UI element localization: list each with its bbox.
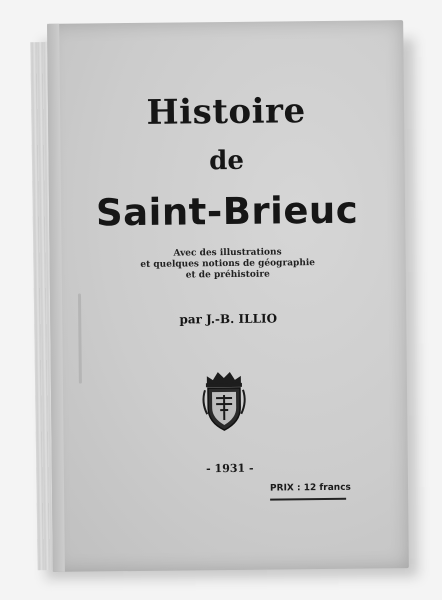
title-de: de (209, 145, 245, 177)
subtitle-line-1: Avec des illustrations (173, 247, 282, 259)
subtitle-line-2: et quelques notions de géographie (140, 258, 316, 270)
subtitle-line-3: et de préhistoire (185, 269, 270, 281)
title-histoire: Histoire (146, 91, 306, 133)
author: par J.-B. ILLIO (179, 311, 278, 327)
book-cover (47, 20, 409, 572)
title-saint-brieuc: Saint-Brieuc (95, 188, 359, 235)
subtitle (50, 246, 406, 283)
publication-year: - 1931 - (206, 461, 254, 476)
price-label: PRIX : 12 francs (269, 482, 351, 494)
cover-crease (78, 294, 82, 384)
price-underline (270, 498, 346, 500)
coat-of-arms-icon (199, 368, 250, 435)
